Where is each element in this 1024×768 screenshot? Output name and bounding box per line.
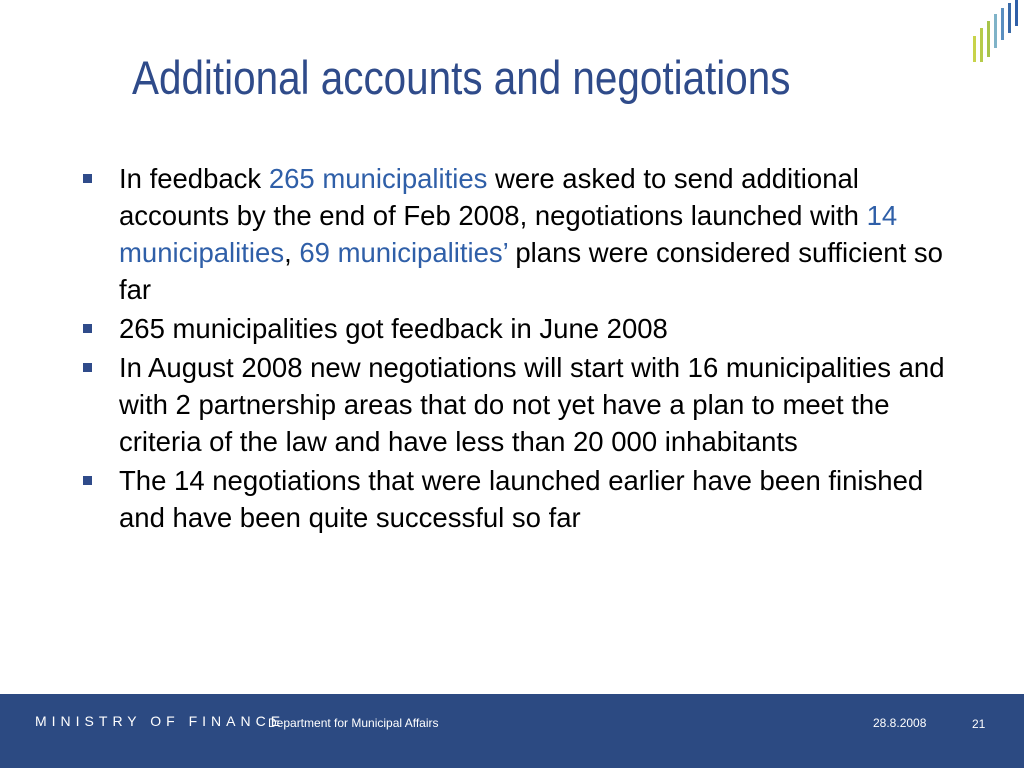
bullet-item bbox=[80, 349, 950, 460]
bullet-list bbox=[80, 160, 950, 538]
highlighted-text: 69 municipalities’ bbox=[299, 237, 508, 268]
organization-name: MINISTRY OF FINANCE bbox=[35, 713, 286, 729]
bullet-text: plans were considered sufficient so far bbox=[119, 237, 943, 305]
bullet-item bbox=[80, 462, 950, 536]
striped-bars-logo-icon bbox=[964, 0, 1024, 80]
square-bullet-icon bbox=[83, 476, 92, 485]
footer-bar bbox=[0, 694, 1024, 768]
highlighted-text: 14 municipalities bbox=[119, 200, 898, 268]
department-name: Department for Municipal Affairs bbox=[268, 716, 439, 730]
bullet-text: The 14 negotiations that were launched earlier have been finished and have been quite successful so far bbox=[119, 465, 924, 533]
square-bullet-icon bbox=[83, 363, 92, 372]
square-bullet-icon bbox=[83, 324, 92, 333]
highlighted-text: 265 municipalities bbox=[268, 163, 488, 194]
bullet-text: In August 2008 new negotiations will start with 16 municipalities and with 2 partnership areas that do not yet have a plan to meet the criteria of the law and have less than 20 000 inhabitants bbox=[119, 352, 945, 457]
bullet-item bbox=[80, 310, 950, 347]
slide-title: Additional accounts and negotiations bbox=[132, 51, 791, 104]
square-bullet-icon bbox=[83, 174, 92, 183]
bullet-text: , bbox=[284, 237, 300, 268]
bullet-text: 265 municipalities got feedback in June 2008 bbox=[119, 313, 668, 344]
bullet-text: were asked to send additional accounts by the end of Feb 2008, negotiations launched with bbox=[119, 163, 867, 231]
bullet-text: In feedback bbox=[119, 163, 269, 194]
page-number: 21 bbox=[972, 717, 986, 731]
bullet-item bbox=[80, 160, 950, 308]
slide-date: 28.8.2008 bbox=[873, 716, 927, 730]
